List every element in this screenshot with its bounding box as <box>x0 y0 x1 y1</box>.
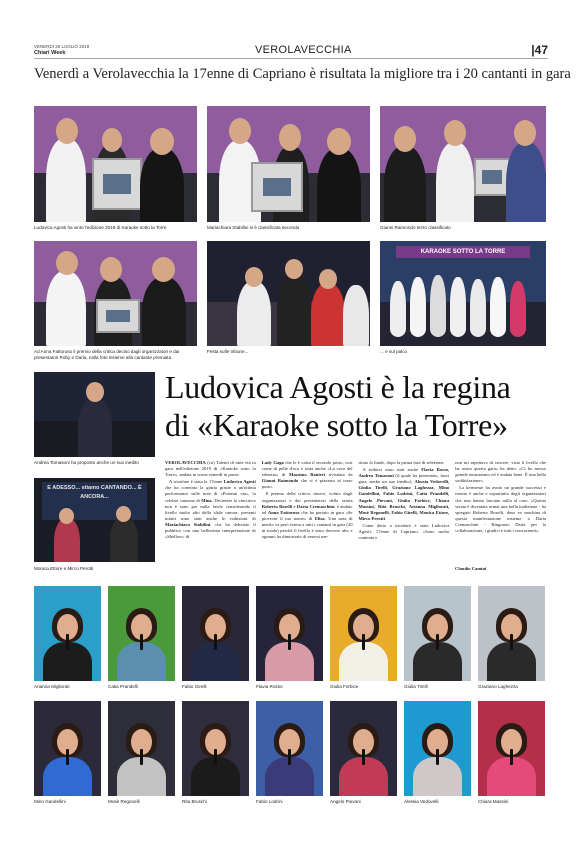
headline-line-1: Ludovica Agosti è la regina <box>165 369 511 405</box>
photo-tribune <box>207 241 370 346</box>
microphone-icon <box>362 634 365 650</box>
kicker-title: Venerdì a Verolavecchia la 17enne di Capriano è risultata la migliore tra i 20 cantanti in gara <box>34 66 571 82</box>
singer-photo <box>256 701 323 796</box>
header-rule <box>34 58 548 59</box>
photo-critics-prize <box>34 241 197 346</box>
article-text: (il quale ha presentato, fuori gara, anche un suo inedito), <box>358 473 450 485</box>
singer-photo <box>330 701 397 796</box>
photo-ettore-perotti-caption: Monica Ettore e Mirco Perotti <box>34 566 94 571</box>
singer-name: Fabio Girelli <box>182 684 207 689</box>
singer-name: Alessia Vedovelli <box>404 799 439 804</box>
article-text: . Decretare la vincitrice non è stato per nulla facile considerando il livello molto alto della sfida canora: presenti infatti sono stati anche le esibizioni di <box>165 497 256 521</box>
singer-photo <box>330 586 397 681</box>
singer-name: Catia Prandelli <box>108 684 138 689</box>
name-highlight: Flavia Rosso, Andrea Tomasoni <box>358 467 450 479</box>
article-column-3 <box>359 460 450 570</box>
name-highlight: Elisa <box>314 515 325 521</box>
name-highlight: Lady Gaga <box>261 460 284 465</box>
microphone-icon <box>362 749 365 765</box>
microphone-icon <box>66 749 69 765</box>
photo-winner <box>34 106 197 222</box>
singer-photo <box>108 586 175 681</box>
singer-photo <box>182 701 249 796</box>
article-column-4 <box>455 460 546 570</box>
byline: Claudio Camini <box>455 566 487 571</box>
publication-name: Chiari Week <box>34 50 66 56</box>
singer-photo <box>404 701 471 796</box>
photo-tribune-caption: Festa sulle tribune... <box>207 349 249 354</box>
singer-photo <box>404 586 471 681</box>
article-text: (cu) Talenti di tutte età in gara nell'edizione 2019 di «Karaoke sotto la Torre», andata in scena venerdì in paese. <box>165 460 256 478</box>
name-highlight: Alessia Vedovelli, Giulia Tirelli, Graziano Laghezza, Mino Gandellini, Fabio Lodrini, Catia Prandelli, Angelo Piovani, Giulia Forbice, Chiara Massini, Rita Bruschi, Arianna Migliorati, Mosè Regonelli, Fabio Girelli, Monica Ettore, Mirco Perotti <box>358 479 450 521</box>
singer-name: Giulia Tirelli <box>404 684 428 689</box>
article-column-2 <box>262 460 353 570</box>
singer-name: Mino Gandellini <box>34 799 66 804</box>
singer-name: Angelo Piovani <box>330 799 361 804</box>
photo-stage-caption: ... e sul palco <box>380 349 408 354</box>
singer-photo <box>478 586 545 681</box>
microphone-icon <box>140 634 143 650</box>
article-text: , è andato ad <box>261 503 353 515</box>
singer-photo <box>108 701 175 796</box>
dateline: VEROLAVECCHIA <box>165 460 206 465</box>
photo-second-place <box>207 106 370 222</box>
microphone-icon <box>214 749 217 765</box>
article-text: non mi aspettavo di vincere, visto il livello che ha avuto questa gara» ha detto. «Ci ho messo grande entusiasmo ed è andata bene. È una bella soddisfazione». <box>455 460 546 484</box>
microphone-icon <box>288 634 291 650</box>
page-number-value: 47 <box>534 43 548 57</box>
section-title: VEROLAVECCHIA <box>255 44 352 56</box>
microphone-icon <box>436 634 439 650</box>
page-number: |47 <box>531 43 548 57</box>
name-highlight: Ludovica Agosti <box>223 479 256 485</box>
singer-name: Giulia Forbice <box>330 684 359 689</box>
photo-stage <box>380 241 546 346</box>
photo-third-place-caption: Gianni Raimondo terzo classificato <box>380 225 451 230</box>
singer-name: Rita Bruschi <box>182 799 207 804</box>
singer-photo <box>256 586 323 681</box>
singer-photo <box>34 586 101 681</box>
name-highlight: Anna Fattoruso <box>267 509 300 515</box>
singer-photo <box>34 701 101 796</box>
name-highlight: Mina <box>201 497 212 503</box>
article-column-1 <box>165 460 256 570</box>
microphone-icon <box>436 749 439 765</box>
article-body <box>165 460 546 570</box>
microphone-icon <box>510 749 513 765</box>
stage-screen: E ADESSO... stiamo CANTANDO... È ANCORA... <box>42 482 147 520</box>
photo-tomasoni-caption: Andrea Tomasoni ha proposto anche un suo inedito <box>34 460 139 465</box>
singer-name: Mosè Regonelli <box>108 799 140 804</box>
article-text: La kermesse ha avuto un grande successo e merito è anche e soprattutto degli organizzatori che non hanno lasciato nulla al caso. «Questa serata è diventata ormai una bella tradizione - ha spiegato Roberto Boselli, deus ex machina di questa manifestazione insieme a Daria Cremaschini - Ringrazio Daria per la collaborazione, i giudici e tutti i concorrenti». <box>455 485 546 534</box>
article-text: . <box>385 515 387 521</box>
article-text: e <box>293 503 296 509</box>
name-highlight: Roberto Boselli <box>261 503 293 509</box>
microphone-icon <box>288 749 291 765</box>
stage-banner: KARAOKE SOTTO LA TORRE <box>396 246 530 258</box>
singer-photo <box>478 701 545 796</box>
photo-ettore-perotti <box>34 478 155 562</box>
headline-line-2: di «Karaoke sotto la Torre» <box>165 407 508 443</box>
name-highlight: Massimo Ranieri <box>289 472 325 478</box>
microphone-icon <box>214 634 217 650</box>
singer-name: Fabio Lodrini <box>256 799 283 804</box>
photo-tomasoni <box>34 372 155 457</box>
microphone-icon <box>140 749 143 765</box>
microphone-icon <box>66 634 69 650</box>
article-text: A esibirsi sono stati anche <box>362 467 419 473</box>
photo-third-place <box>380 106 546 222</box>
name-highlight: Daria Cremaschini <box>296 503 335 509</box>
microphone-icon <box>510 634 513 650</box>
name-highlight: Mariachiara Stabilini <box>165 521 211 527</box>
singer-name: Flavia Rosso <box>256 684 283 689</box>
article-text: rivisitata da <box>328 472 353 478</box>
photo-winner-caption: Ludovica Agosti ha vinto l'edizione 2019 di Karaoke sotto la Torre <box>34 225 167 230</box>
article-text: Come detto a trionfare è stata Ludovica Agosti, 17enne di Capriano. «Sono molto contenta e <box>358 522 450 541</box>
article-text: che si è piazzato al terzo posto. <box>261 478 353 490</box>
article-text: , che ha deliziato il pubblico con una bellissima interpretazione di «Shallow» di <box>165 521 256 540</box>
article-text: che ha convinto la giuria grazie a un'ottima performance sulle note di «Portami via», la celebre canzone di <box>165 485 256 503</box>
photo-second-place-caption: Mariachiara Stabilini si è classificata seconda <box>207 225 300 230</box>
singer-name: Graziano Laghezza <box>478 684 518 689</box>
headline <box>165 368 511 444</box>
article-text: . Una nota di merito va però estesa a tutti i cantanti in gara (20 in totale) perché il livello è stato davvero alto e ognuno ha dimostrato di essersi me- <box>261 515 353 540</box>
article-text: A trionfare è stata la 17enne <box>169 479 223 485</box>
article-text: Il premio della critica, invece, voluto dagli organizzatori e dai presentatori della serata <box>261 491 353 503</box>
article-text: che ha portato in gara «Se piovesse il tuo nome» di <box>261 509 353 521</box>
article-text: che le è valsa il secondo posto, così come di pelle d'oca è stata anche «La voce del silenzio» di <box>261 460 353 478</box>
singer-name: Chiara Massini <box>478 799 509 804</box>
article-text: ritato la finale, dopo la prima fase di selezione. <box>358 460 445 465</box>
singer-photo <box>182 586 249 681</box>
photo-critics-prize-caption: Ad Anna Fattoruso il premio della critica deciso dagli organizzatori e dai presentatori Roby e Daria, nella foto insieme alla cantante premiata <box>34 349 180 360</box>
singer-name: Arianna Migliorati <box>34 684 70 689</box>
issue-date: VENERDÌ 26 LUGLIO 2019 <box>34 44 90 49</box>
name-highlight: Gianni Raimondo <box>261 478 299 484</box>
